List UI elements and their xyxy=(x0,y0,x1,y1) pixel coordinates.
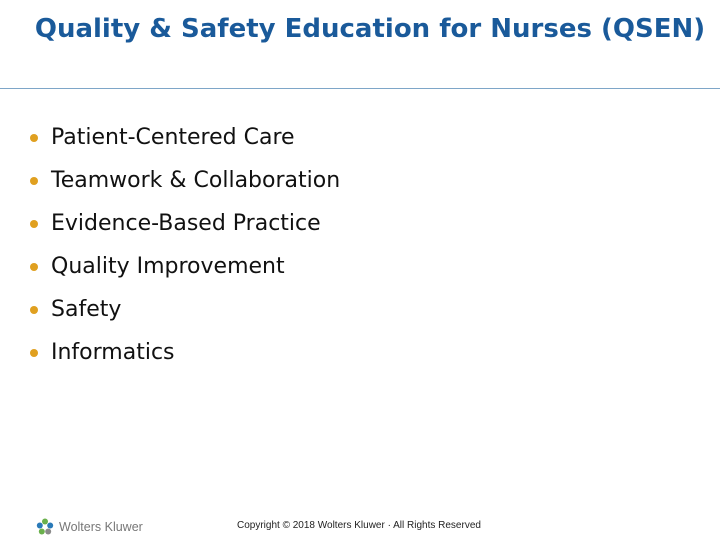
bullet-text: Patient-Centered Care xyxy=(51,125,295,150)
bullet-text: Quality Improvement xyxy=(51,254,285,279)
bullet-dot-icon xyxy=(30,349,38,357)
bullet-item-teamwork xyxy=(30,159,340,202)
logo-text: Wolters Kluwer xyxy=(59,520,143,534)
bullet-item-evidence-based-practice xyxy=(30,202,340,245)
bullet-text: Teamwork & Collaboration xyxy=(51,168,341,193)
slide-title: Quality & Safety Education for Nurses (QSEN) xyxy=(34,14,706,44)
wolters-kluwer-logo-icon xyxy=(35,517,55,537)
bullet-text: Safety xyxy=(51,297,122,322)
copyright-text: Copyright © 2018 Wolters Kluwer · All Rights Reserved xyxy=(237,520,481,531)
bullet-dot-icon xyxy=(30,134,38,142)
bullet-dot-icon xyxy=(30,263,38,271)
bullet-text: Informatics xyxy=(51,340,175,365)
title-divider xyxy=(0,88,720,89)
bullet-item-safety xyxy=(30,288,340,331)
bullet-text: Evidence-Based Practice xyxy=(51,211,321,236)
footer-logo xyxy=(35,517,143,537)
bullet-dot-icon xyxy=(30,306,38,314)
bullet-item-patient-centered-care xyxy=(30,116,340,159)
bullet-dot-icon xyxy=(30,220,38,228)
bullet-item-informatics xyxy=(30,331,340,374)
bullet-dot-icon xyxy=(30,177,38,185)
bullet-list xyxy=(30,116,340,374)
bullet-item-quality-improvement xyxy=(30,245,340,288)
